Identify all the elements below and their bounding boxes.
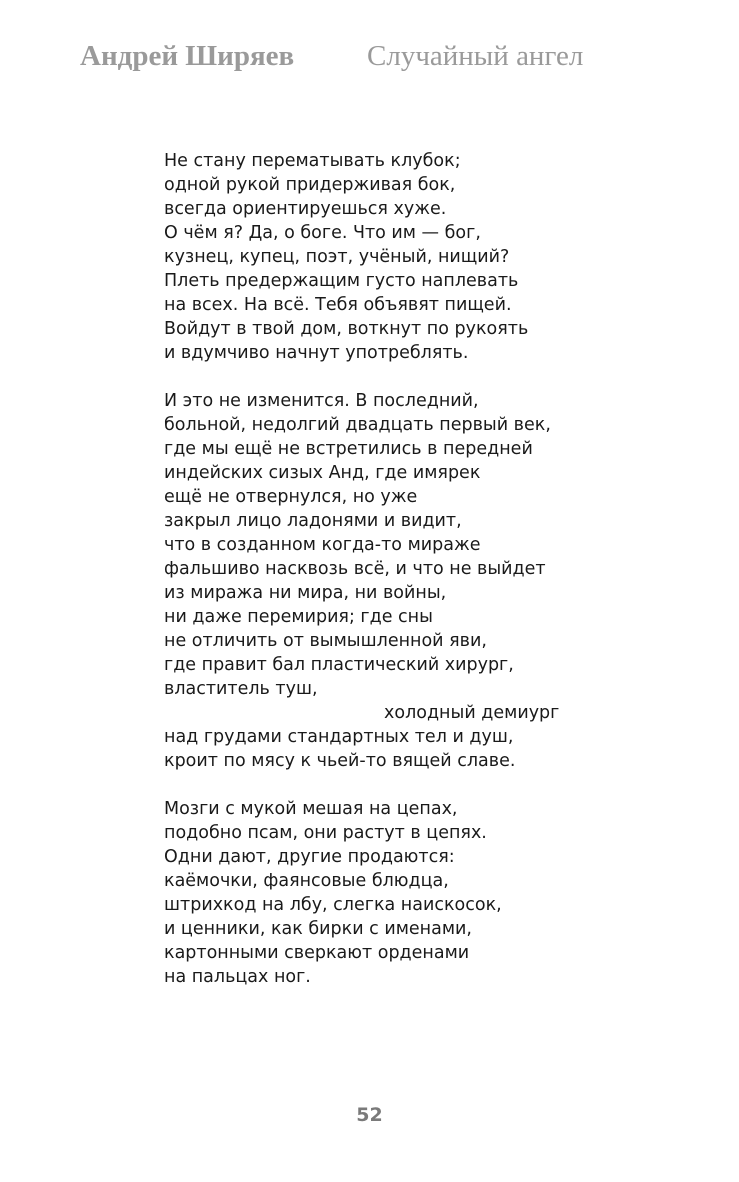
stanza-1 bbox=[164, 149, 684, 365]
poem-line: картонными сверкают орденами bbox=[164, 943, 470, 963]
poem-line: и ценники, как бирки с именами, bbox=[164, 919, 472, 939]
poem-line: ещё не отвернулся, но уже bbox=[164, 487, 418, 507]
poem-body bbox=[164, 149, 684, 1013]
page-number: 52 bbox=[356, 1104, 383, 1126]
poem-line: над грудами стандартных тел и душ, bbox=[164, 727, 514, 747]
poem-line: и вдумчиво начнут употреблять. bbox=[164, 343, 469, 363]
poem-line: кузнец, купец, поэт, учёный, нищий? bbox=[164, 247, 510, 267]
poem-line: что в созданном когда-то мираже bbox=[164, 535, 481, 555]
poem-line: всегда ориентируешься хуже. bbox=[164, 199, 447, 219]
poem-line: на пальцах ног. bbox=[164, 967, 311, 987]
poem-line: И это не изменится. В последний, bbox=[164, 391, 479, 411]
poem-line: Мозги с мукой мешая на цепах, bbox=[164, 799, 458, 819]
poem-line: Плеть предержащим густо наплевать bbox=[164, 271, 519, 291]
poem-line: штрихкод на лбу, слегка наискосок, bbox=[164, 895, 502, 915]
poem-line: Не стану перематывать клубок; bbox=[164, 151, 461, 171]
poem-line: одной рукой придерживая бок, bbox=[164, 175, 456, 195]
poem-line: больной, недолгий двадцать первый век, bbox=[164, 415, 551, 435]
poem-line: каёмочки, фаянсовые блюдца, bbox=[164, 871, 449, 891]
poem-line: где правит бал пластический хирург, bbox=[164, 655, 514, 675]
poem-line: где мы ещё не встретились в передней bbox=[164, 439, 533, 459]
stanza-2 bbox=[164, 389, 684, 773]
poem-line: Одни дают, другие продаются: bbox=[164, 847, 455, 867]
poem-line: О чём я? Да, о боге. Что им — бог, bbox=[164, 223, 481, 243]
poem-line: закрыл лицо ладонями и видит, bbox=[164, 511, 462, 531]
stanza-3 bbox=[164, 797, 684, 989]
running-header bbox=[80, 40, 680, 80]
poem-line: фальшиво насквозь всё, и что не выйдет bbox=[164, 559, 546, 579]
poem-line: на всех. На всё. Тебя объявят пищей. bbox=[164, 295, 512, 315]
poem-line-indented: холодный демиург bbox=[384, 703, 560, 723]
poem-line: ни даже перемирия; где сны bbox=[164, 607, 433, 627]
poem-line: индейских сизых Анд, где имярек bbox=[164, 463, 481, 483]
author-name: Андрей Ширяев bbox=[80, 40, 295, 72]
poem-line: подобно псам, они растут в цепях. bbox=[164, 823, 487, 843]
poem-line: из миража ни мира, ни войны, bbox=[164, 583, 447, 603]
book-title: Случайный ангел bbox=[367, 40, 584, 72]
poem-line: не отличить от вымышленной яви, bbox=[164, 631, 487, 651]
poem-line: Войдут в твой дом, воткнут по рукоять bbox=[164, 319, 529, 339]
poem-line: властитель туш, bbox=[164, 679, 318, 699]
poem-line: кроит по мясу к чьей-то вящей славе. bbox=[164, 751, 516, 771]
